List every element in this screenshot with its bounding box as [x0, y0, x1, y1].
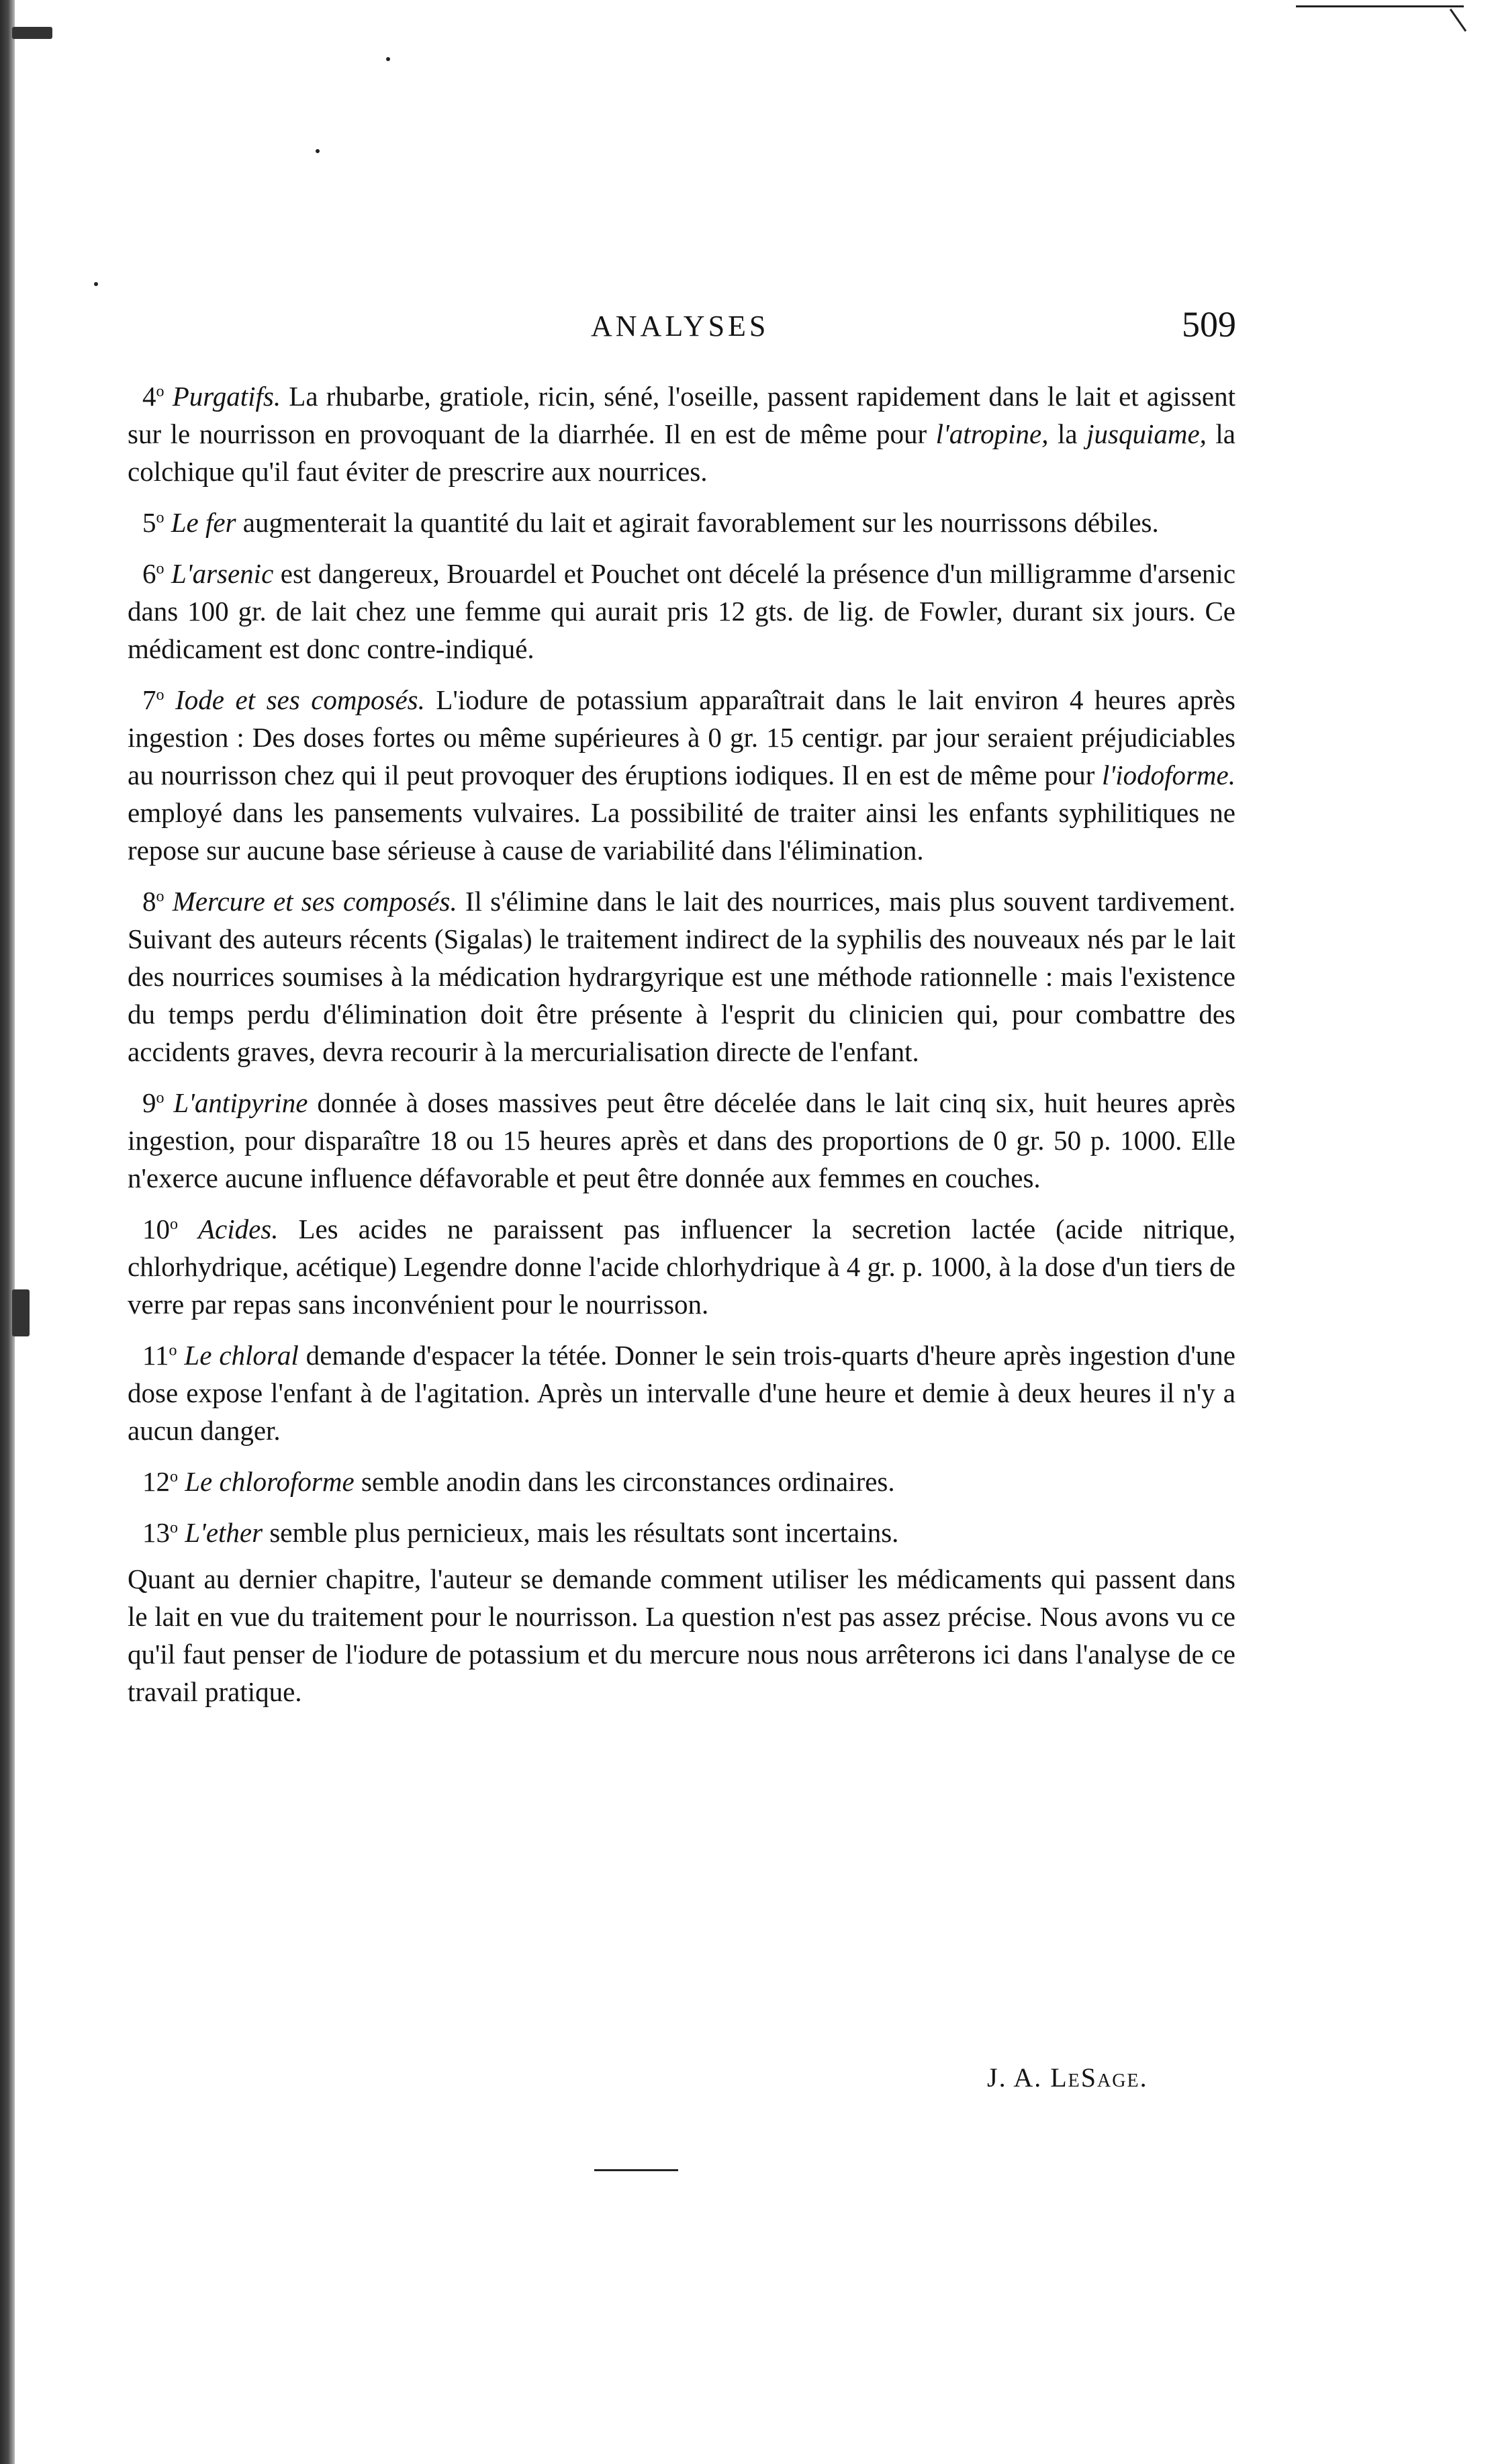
paragraph-antipyrine: 9$^o$ L'antipyrine donnée à doses massives peut être décelée dans le lait cinq six, huit heures après ingestion, pour disparaître 18 ou 15 heures après et dans des proportions de 0 gr. 50 p. 1000. Elle n'exerce aucune influence défavorable et peut être donnée aux femmes en couches. — [128, 1087, 1236, 1193]
author-initials: J. A. — [987, 2062, 1051, 2093]
body-text — [128, 373, 1235, 1719]
item-number: 6$^o$ — [142, 558, 165, 589]
page-header — [0, 304, 1496, 351]
scan-speck — [94, 282, 98, 286]
page-number: 509 — [1182, 304, 1236, 345]
paragraph-mercure: 8$^o$ Mercure et ses composés. Il s'élimine dans le lait des nourrices, mais plus souvent tardivement. Suivant des auteurs récents (Sigalas) le traitement indirect de la syphilis des nouveaux nés par le lait des nourrices soumises à la médication hydrargyrique est une méthode rationnelle : mais l'existence du temps perdu d'élimination doit être présente à l'esprit du clinicien qui, pour combattre des accidents graves, devra recourir à la mercurialisation directe de l'enfant. — [128, 886, 1236, 1067]
paragraph-fer: 5$^o$ Le fer augmenterait la quantité du lait et agirait favorablement sur les nourrissons débiles. — [142, 507, 1159, 538]
paragraph-acides: 10$^o$ Acides. Les acides ne paraissent pas influencer la secretion lactée (acide nitrique, chlorhydrique, acétique) Legendre donne l'acide chlorhydrique à 4 gr. p. 1000, à la dose d'un tiers de verre par repas sans inconvénient pour le nourrisson. — [128, 1214, 1236, 1320]
item-heading: Le fer — [171, 507, 236, 538]
paragraph-ether: 13$^o$ L'ether semble plus pernicieux, mais les résultats sont incertains. — [142, 1517, 899, 1548]
item-number: 4$^o$ — [142, 381, 165, 412]
item-number: 8$^o$ — [142, 886, 165, 917]
author-signature — [987, 2062, 1148, 2093]
paragraph-arsenic: 6$^o$ L'arsenic est dangereux, Brouardel et Pouchet ont décelé la présence d'un milligramme d'arsenic dans 100 gr. de lait chez une femme qui aurait pris 12 gts. de lig. de Fowler, durant six jours. Ce médicament est donc contre-indiqué. — [128, 558, 1236, 664]
item-number: 11$^o$ — [142, 1340, 177, 1371]
scan-speck — [386, 57, 390, 61]
item-heading: L'arsenic — [171, 558, 274, 589]
scan-speck — [316, 149, 320, 153]
paragraph-conclusion: Quant au dernier chapitre, l'auteur se demande comment utiliser les médicaments qui passent dans le lait en vue du traitement pour le nourrisson. La question n'est pas assez précise. Nous avons vu ce qu'il faut penser de l'iodure de potassium et du mercure nous nous arrêterons ici dans l'analyse de ce travail pratique. — [128, 1563, 1235, 1707]
closing-rule — [594, 2169, 678, 2171]
item-number: 12$^o$ — [142, 1466, 178, 1497]
item-heading: Mercure et ses composés. — [172, 886, 457, 917]
item-number: 9$^o$ — [142, 1087, 165, 1118]
item-heading: Le chloroforme — [185, 1466, 355, 1497]
item-heading: Acides. — [197, 1214, 279, 1244]
running-title: ANALYSES — [591, 310, 769, 343]
paragraph-chloroforme: 12$^o$ Le chloroforme semble anodin dans les circonstances ordinaires. — [142, 1466, 895, 1497]
paragraph-purgatifs: 4$^o$ Purgatifs. La rhubarbe, gratiole, ricin, séné, l'oseille, passent rapidement dans le lait et agissent sur le nourrisson en provoquant de la diarrhée. Il en est de même pour l'atropine, la jusquiame, la colchique qu'il faut éviter de prescrire aux nourrices. — [128, 381, 1235, 487]
item-heading: L'ether — [185, 1517, 263, 1548]
item-heading: L'antipyrine — [173, 1087, 308, 1118]
item-number: 10$^o$ — [142, 1214, 178, 1244]
paragraph-chloral: 11$^o$ Le chloral demande d'espacer la tétée. Donner le sein trois-quarts d'heure après ingestion d'une dose expose l'enfant à de l'agitation. Après un intervalle d'une heure et demie à deux heures il n'y a aucun danger. — [128, 1340, 1235, 1446]
item-number: 13$^o$ — [142, 1517, 178, 1548]
scan-speck — [12, 27, 52, 39]
item-heading: Iode et ses composés. — [175, 684, 425, 715]
item-number: 5$^o$ — [142, 507, 165, 538]
item-number: 7$^o$ — [142, 684, 165, 715]
paragraph-iode: 7$^o$ Iode et ses composés. L'iodure de potassium apparaîtrait dans le lait environ 4 heures après ingestion : Des doses fortes ou même supérieures à 0 gr. 15 centigr. par jour seraient préjudiciables au nourrisson chez qui il peut provoquer des éruptions iodiques. Il en est de même pour l'iodoforme. employé dans les pansements vulvaires. La possibilité de traiter ainsi les enfants syphilitiques ne repose sur aucune base sérieuse à cause de variabilité dans l'élimination. — [128, 684, 1236, 866]
author-name: LeSage. — [1050, 2062, 1148, 2093]
book-binding-edge — [0, 0, 15, 2464]
scan-corner-mark — [1450, 9, 1466, 32]
item-heading: Le chloral — [184, 1340, 299, 1371]
item-heading: Purgatifs. — [172, 381, 281, 412]
scan-speck — [12, 1289, 30, 1336]
scan-corner-mark — [1296, 5, 1464, 7]
